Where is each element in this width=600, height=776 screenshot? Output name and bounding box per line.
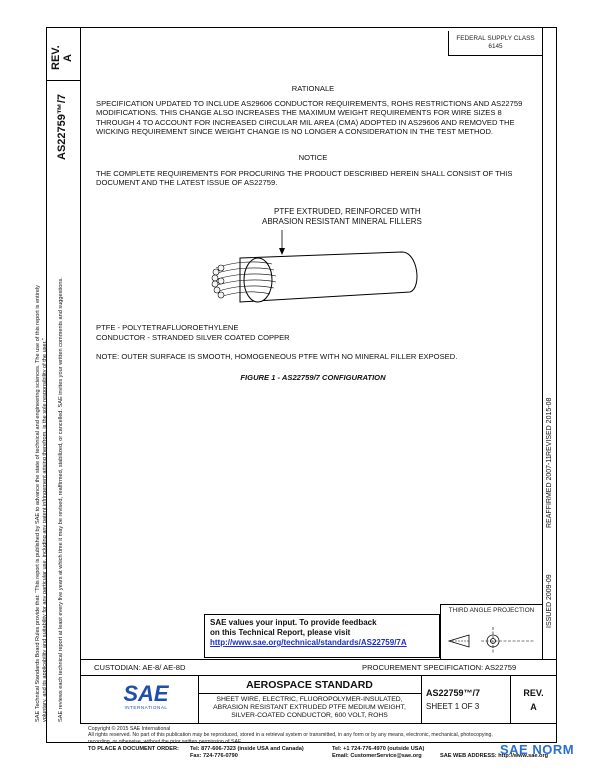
header-rev-label: REV. (50, 45, 62, 70)
order-tel2: Tel: +1 724-776-4970 (outside USA) (332, 746, 425, 752)
sae-logo (118, 683, 174, 710)
margin-rules-line1: SAE Technical Standards Board Rules provide that: “This report is published by SAE to advance the state of technical and engineering sciences. The use of this report is entirely (35, 285, 41, 722)
margin-rules-line2: voluntary, and its applicability and suitability for any particular use, including any patent infringement arising therefrom, is the sole responsibility of the user.” (42, 338, 48, 722)
order-email: Email: CustomerService@sae.org (332, 753, 422, 759)
order-label: TO PLACE A DOCUMENT ORDER: (88, 746, 179, 752)
callout-line2: ABRASION RESISTANT MINERAL FILLERS (262, 217, 422, 226)
footer-rights2: recording, or otherwise, without the prior written permission of SAE. (88, 738, 243, 745)
footer-rights1: All rights reserved. No part of this publication may be reproduced, stored in a retrieval system or transmitted, in any form or by any means, electronic, mechanical, photocopying, (88, 732, 493, 739)
sae-logo-sub: INTERNATIONAL (124, 705, 168, 710)
footer-copyright: Copyright © 2015 SAE International (88, 726, 171, 732)
title-block-left (80, 659, 81, 723)
wire-description (198, 696, 421, 720)
legend-conductor: CONDUCTOR - STRANDED SILVER COATED COPPER (96, 333, 290, 342)
notice-text: THE COMPLETE REQUIREMENTS FOR PROCURING THE PRODUCT DESCRIBED HEREIN SHALL CONSIST OF THIS DOCUMENT AND THE LATEST ISSUE OF AS22759. (96, 169, 513, 188)
doc-number: AS22759™/7 (426, 688, 481, 698)
desc-line1: SHEET WIRE, ELECTRIC, FLUOROPOLYMER-INSULATED, (216, 696, 403, 703)
title-block-bottom (80, 723, 557, 724)
notice-heading: NOTICE (298, 153, 328, 162)
fsc-value: 6145 (488, 43, 503, 50)
title-block-row (80, 675, 557, 676)
header-doc-number: AS22759™/7 (56, 93, 68, 160)
projection-box (440, 604, 542, 659)
custodian: CUSTODIAN: AE-8/ AE-8D (94, 663, 186, 672)
revised-date: REVISED 2015-08 (546, 397, 553, 456)
watermark: SAE NORM (500, 742, 575, 757)
order-fax: Fax: 724-776-0790 (190, 753, 238, 759)
reaffirmed-date: REAFFIRMED 2007-11 (546, 455, 553, 528)
callout-arrow-head (279, 248, 285, 255)
fsc-box (448, 31, 542, 56)
header-rev-value: A (62, 54, 74, 62)
callout-line1: PTFE EXTRUDED, REINFORCED WITH (274, 207, 421, 216)
feedback-line1: SAE values your input. To provide feedback (210, 618, 377, 627)
sae-logo-text: SAE (123, 681, 169, 706)
right-column-divider (542, 27, 543, 659)
figure-note: NOTE: OUTER SURFACE IS SMOOTH, HOMOGENEOUS PTFE WITH NO MINERAL FILLER EXPOSED. (96, 352, 458, 361)
sheet-info: SHEET 1 OF 3 (426, 702, 480, 711)
figure-caption: FIGURE 1 - AS22759/7 CONFIGURATION (240, 373, 386, 382)
wire-illustration (196, 222, 436, 322)
projection-symbol (441, 615, 541, 655)
title-block-top (80, 659, 557, 660)
projection-label: THIRD ANGLE PROJECTION (448, 607, 535, 614)
procurement-spec: PROCUREMENT SPECIFICATION: AS22759 (362, 663, 517, 672)
sae-web-address[interactable]: SAE WEB ADDRESS: http://www.sae.org (440, 753, 549, 759)
desc-line3: SILVER-COATED CONDUCTOR, 600 VOLT, ROHS (231, 712, 388, 719)
title-block-div2 (421, 675, 422, 723)
feedback-box (204, 614, 440, 658)
order-tel1: Tel: 877-606-7323 (inside USA and Canada) (190, 746, 304, 752)
margin-review-line: SAE reviews each technical report at least every five years at which time it may be revised, reaffirmed, stabilized, or cancelled. SAE invites your written comments and suggestions. (58, 277, 64, 722)
rev-value: A (530, 702, 537, 712)
fsc-label: FEDERAL SUPPLY CLASS (456, 35, 535, 42)
rationale-text: SPECIFICATION UPDATED TO INCLUDE AS29606 CONDUCTOR REQUIREMENTS, ROHS RESTRICTIONS AND AS22759 MODIFICATIONS. THIS CHANGE ALSO INCREASES THE MAXIMUM WEIGHT REQUIREMENTS FOR WIRE SIZES 8 THROUGH 4 TO ACCOUNT FOR INCREASED CIRCULAR MIL AREA (CMA) ADOPTED IN AS29606 AND REMOVED THE WICKING REQUIREMENT SINCE WEIGHT CHANGE IS NO LONGER A CONSIDERATION IN THE TEST METHOD. (96, 99, 523, 137)
feedback-line2: on this Technical Report, please visit (210, 628, 351, 637)
desc-line2: ABRASION RESISTANT EXTRUDED PTFE MEDIUM WEIGHT, (213, 704, 406, 711)
rationale-heading: RATIONALE (291, 84, 335, 93)
standard-title: AEROSPACE STANDARD (246, 679, 373, 691)
standard-title-rule (198, 693, 421, 694)
footer (88, 726, 558, 745)
rev-label: REV. (523, 688, 544, 698)
legend-ptfe: PTFE - POLYTETRAFLUOROETHYLENE (96, 323, 239, 332)
feedback-link[interactable]: http://www.sae.org/technical/standards/AS22759/7A (210, 638, 407, 647)
issued-date: ISSUED 2009-09 (546, 574, 553, 628)
title-block-div3 (510, 675, 511, 723)
left-column-divider (80, 27, 81, 659)
rev-box-line (46, 80, 80, 81)
